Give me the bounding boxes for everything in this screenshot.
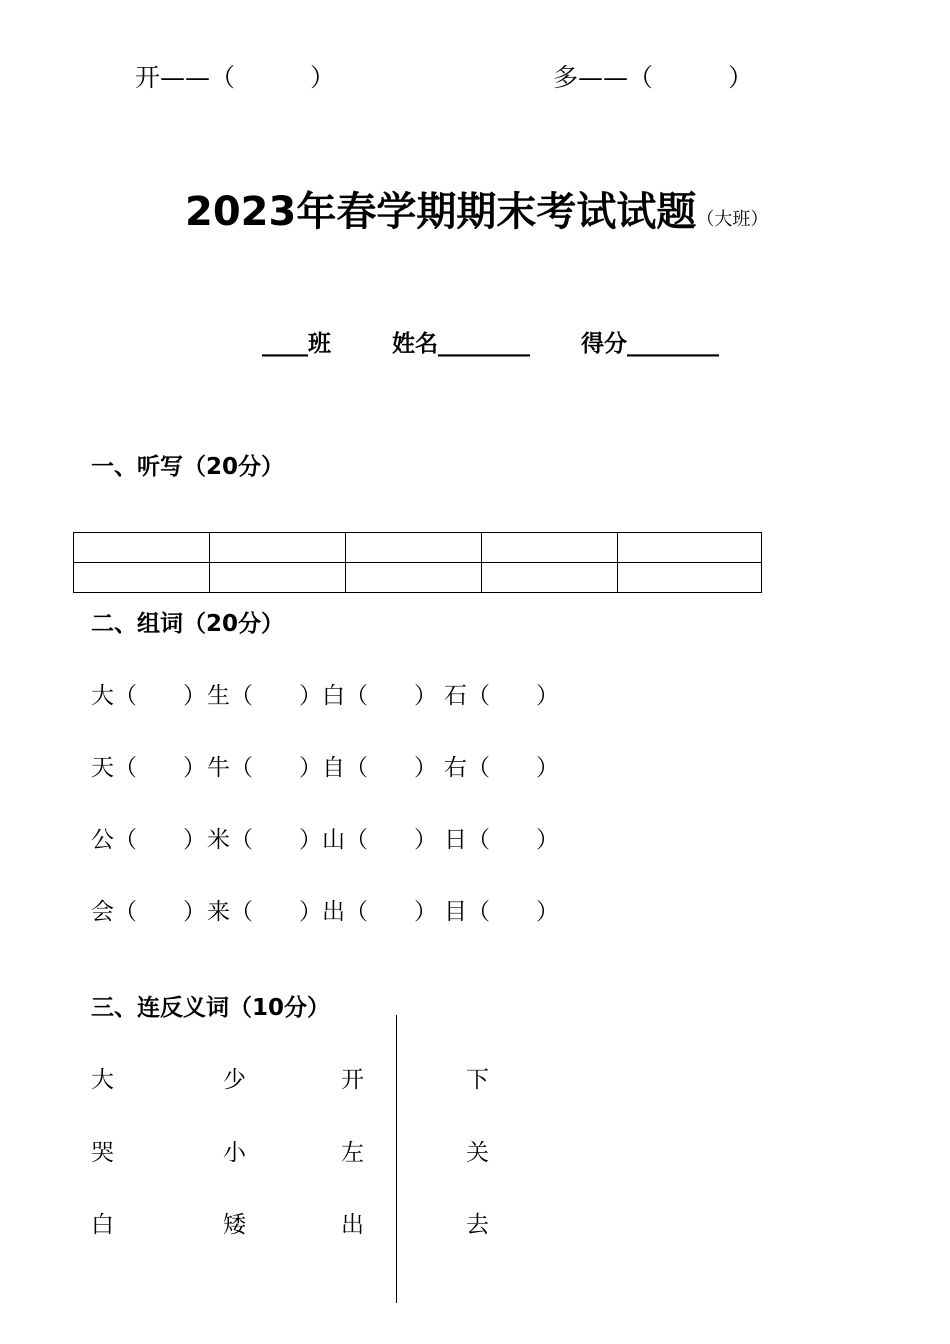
grid-cell xyxy=(210,533,346,563)
antonym-char: 少 xyxy=(223,1067,246,1093)
antonym-char: 小 xyxy=(223,1140,246,1166)
word-item: 白（ ） xyxy=(322,683,437,709)
antonym-char: 白 xyxy=(91,1212,114,1238)
antonym-char: 出 xyxy=(341,1212,364,1238)
word-item: 米（ ） xyxy=(207,827,322,853)
table-row xyxy=(74,563,762,593)
section-1-heading: 一、听写（20分） xyxy=(91,454,285,480)
antonym-char: 下 xyxy=(466,1067,489,1093)
word-item: 出（ ） xyxy=(322,899,437,925)
word-item: 自（ ） xyxy=(322,755,437,781)
fill-item-kai: 开——（ ） xyxy=(135,63,336,92)
divider-line xyxy=(396,1015,397,1303)
word-item: 来（ ） xyxy=(207,899,322,925)
word-item: 牛（ ） xyxy=(207,755,322,781)
antonym-char: 哭 xyxy=(91,1140,114,1166)
grid-cell xyxy=(346,533,482,563)
word-item: 右（ ） xyxy=(444,755,559,781)
page-title xyxy=(185,180,768,237)
word-item: 山（ ） xyxy=(322,827,437,853)
antonym-char: 去 xyxy=(466,1212,489,1238)
grid-cell xyxy=(482,563,618,593)
word-item: 石（ ） xyxy=(444,683,559,709)
grid-cell xyxy=(618,533,762,563)
word-item: 目（ ） xyxy=(444,899,559,925)
antonym-char: 开 xyxy=(341,1067,364,1093)
class-field: ____班 xyxy=(262,331,331,357)
antonym-char: 大 xyxy=(91,1067,114,1093)
table-row xyxy=(74,533,762,563)
antonym-char: 左 xyxy=(341,1140,364,1166)
word-item: 日（ ） xyxy=(444,827,559,853)
section-3-heading: 三、连反义词（10分） xyxy=(91,995,331,1021)
grid-cell xyxy=(618,563,762,593)
dictation-grid xyxy=(73,532,762,593)
word-item: 大（ ） xyxy=(91,683,206,709)
title-main: 2023年春学期期末考试试题 xyxy=(185,189,697,235)
antonym-char: 矮 xyxy=(223,1212,246,1238)
word-item: 天（ ） xyxy=(91,755,206,781)
section-2-heading: 二、组词（20分） xyxy=(91,611,285,637)
name-field: 姓名________ xyxy=(392,331,530,357)
fill-item-duo: 多——（ ） xyxy=(553,63,754,92)
grid-cell xyxy=(74,563,210,593)
grid-cell xyxy=(74,533,210,563)
grid-cell xyxy=(482,533,618,563)
grid-cell xyxy=(346,563,482,593)
antonym-char: 关 xyxy=(466,1140,489,1166)
score-field: 得分________ xyxy=(581,331,719,357)
word-item: 会（ ） xyxy=(91,899,206,925)
title-sub: （大班） xyxy=(696,209,769,230)
word-item: 生（ ） xyxy=(207,683,322,709)
word-item: 公（ ） xyxy=(91,827,206,853)
grid-cell xyxy=(210,563,346,593)
